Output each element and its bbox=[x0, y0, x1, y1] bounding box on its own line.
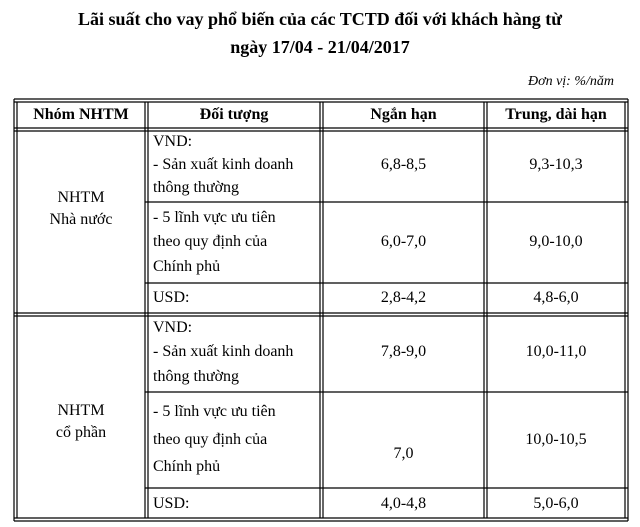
subject-line: thông thường bbox=[153, 368, 240, 385]
group-name: NHTM bbox=[57, 402, 105, 419]
header-short-term: Ngắn hạn bbox=[370, 106, 437, 123]
subject-line: - 5 lĩnh vực ưu tiên bbox=[153, 209, 276, 226]
long-term-rate: 4,8-6,0 bbox=[533, 289, 579, 306]
subject-line: Chính phủ bbox=[153, 458, 221, 475]
subject-line: VND: bbox=[153, 319, 193, 336]
subject-line: thông thường bbox=[153, 179, 240, 196]
long-term-rate: 10,0-10,5 bbox=[525, 431, 587, 448]
long-term-rate: 9,0-10,0 bbox=[529, 233, 583, 250]
group-name: Nhà nước bbox=[49, 211, 113, 228]
unit-label: Đơn vị: %/năm bbox=[527, 74, 614, 89]
subject-line: - 5 lĩnh vực ưu tiên bbox=[153, 403, 276, 420]
short-term-rate: 4,0-4,8 bbox=[380, 495, 427, 512]
long-term-rate: 10,0-11,0 bbox=[525, 343, 587, 360]
short-term-rate: 2,8-4,2 bbox=[380, 289, 427, 306]
page-title-line1: Lãi suất cho vay phổ biến của các TCTD đối với khách hàng từ bbox=[77, 9, 563, 29]
short-term-rate: 7,8-9,0 bbox=[380, 343, 427, 360]
subject-line: theo quy định của bbox=[153, 431, 268, 448]
subject-line: Chính phủ bbox=[153, 258, 221, 275]
short-term-rate: 6,8-8,5 bbox=[380, 156, 427, 173]
subject-line: USD: bbox=[153, 289, 190, 306]
short-term-rate: 7,0 bbox=[393, 445, 414, 462]
header-subject: Đối tượng bbox=[199, 106, 269, 123]
header-long-term: Trung, dài hạn bbox=[505, 106, 607, 123]
header-group: Nhóm NHTM bbox=[33, 106, 129, 123]
subject-line: VND: bbox=[153, 133, 193, 150]
subject-line: - Sản xuất kinh doanh bbox=[153, 343, 294, 360]
group-name: NHTM bbox=[57, 189, 105, 206]
subject-line: - Sản xuất kinh doanh bbox=[153, 156, 294, 173]
group-name: cổ phần bbox=[55, 424, 107, 441]
short-term-rate: 6,0-7,0 bbox=[380, 233, 427, 250]
subject-line: USD: bbox=[153, 495, 190, 512]
page-title-line2: ngày 17/04 - 21/04/2017 bbox=[230, 37, 410, 57]
long-term-rate: 5,0-6,0 bbox=[533, 495, 579, 512]
long-term-rate: 9,3-10,3 bbox=[529, 156, 583, 173]
subject-line: theo quy định của bbox=[153, 233, 268, 250]
